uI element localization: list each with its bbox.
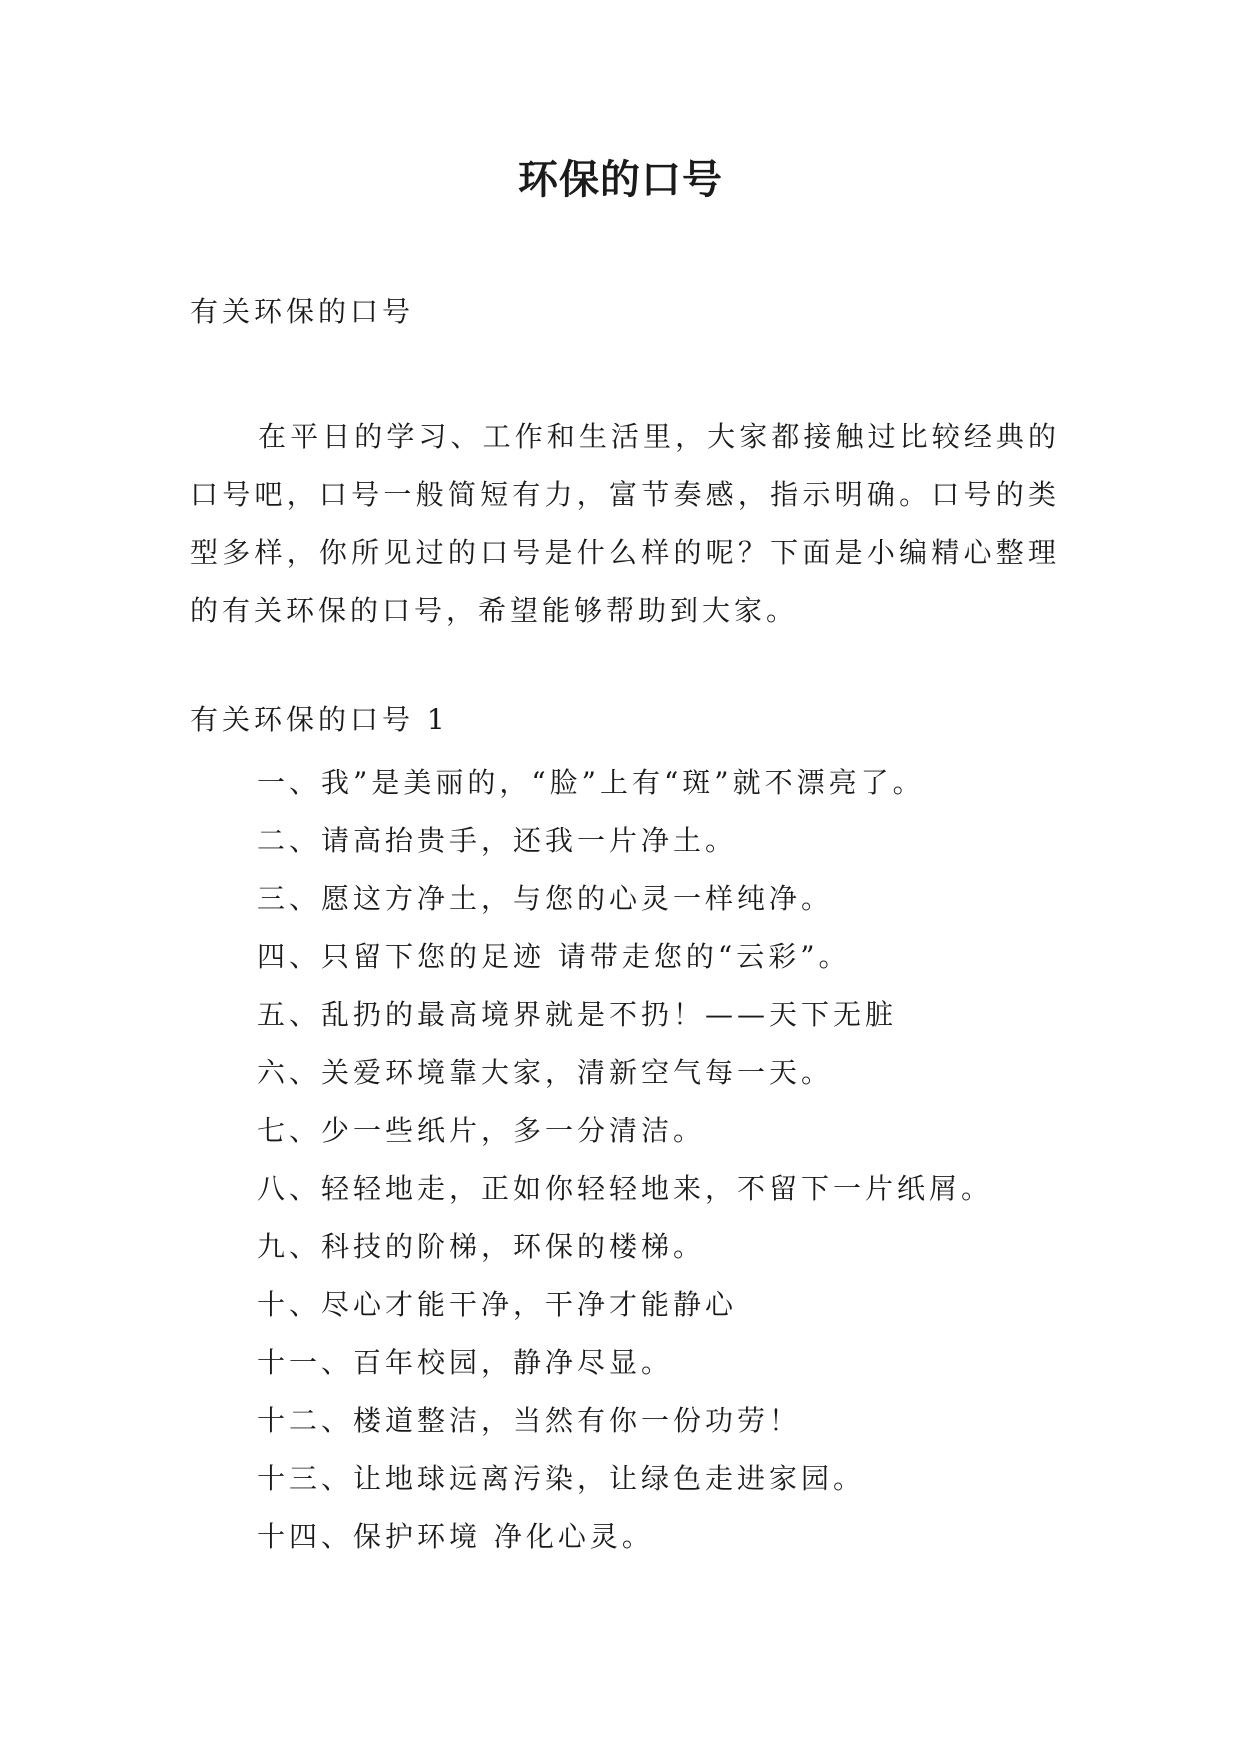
slogan-list: [257, 754, 1077, 1566]
slogan-item: 二、请高抬贵手，还我一片净土。: [257, 824, 738, 857]
slogan-item: 一、我”是美丽的，“脸”上有“斑”就不漂亮了。: [257, 766, 925, 799]
slogan-item: 七、少一些纸片，多一分清洁。: [257, 1114, 706, 1147]
slogan-item: 六、关爱环境靠大家，清新空气每一天。: [257, 1056, 834, 1089]
slogan-item: 四、只留下您的足迹 请带走您的“云彩”。: [257, 940, 851, 973]
slogan-item: 十二、楼道整洁，当然有你一份功劳！: [257, 1404, 802, 1437]
slogan-item: 三、愿这方净土，与您的心灵一样纯净。: [257, 882, 834, 915]
slogan-item: 九、科技的阶梯，环保的楼梯。: [257, 1230, 706, 1263]
document-subtitle: 有关环保的口号: [190, 295, 415, 328]
intro-paragraph: 在平日的学习、工作和生活里，大家都接触过比较经典的口号吧，口号一般简短有力，富节奏感，指示明确。口号的类型多样，你所见过的口号是什么样的呢？下面是小编精心整理的有关环保的口号，希望能够帮助到大家。: [190, 420, 1060, 627]
slogan-item: 十一、百年校园，静净尽显。: [257, 1346, 674, 1379]
slogan-item: 十三、让地球远离污染，让绿色走进家园。: [257, 1462, 866, 1495]
slogan-item: 五、乱扔的最高境界就是不扔！——天下无脏: [257, 998, 898, 1031]
slogan-item: 十、尽心才能干净，干净才能静心: [257, 1288, 738, 1321]
section-heading: 有关环保的口号 1: [190, 703, 449, 736]
slogan-item: 十四、保护环境 净化心灵。: [257, 1520, 654, 1553]
slogan-item: 八、轻轻地走，正如你轻轻地来，不留下一片纸屑。: [257, 1172, 994, 1205]
document-title: 环保的口号: [518, 157, 723, 203]
